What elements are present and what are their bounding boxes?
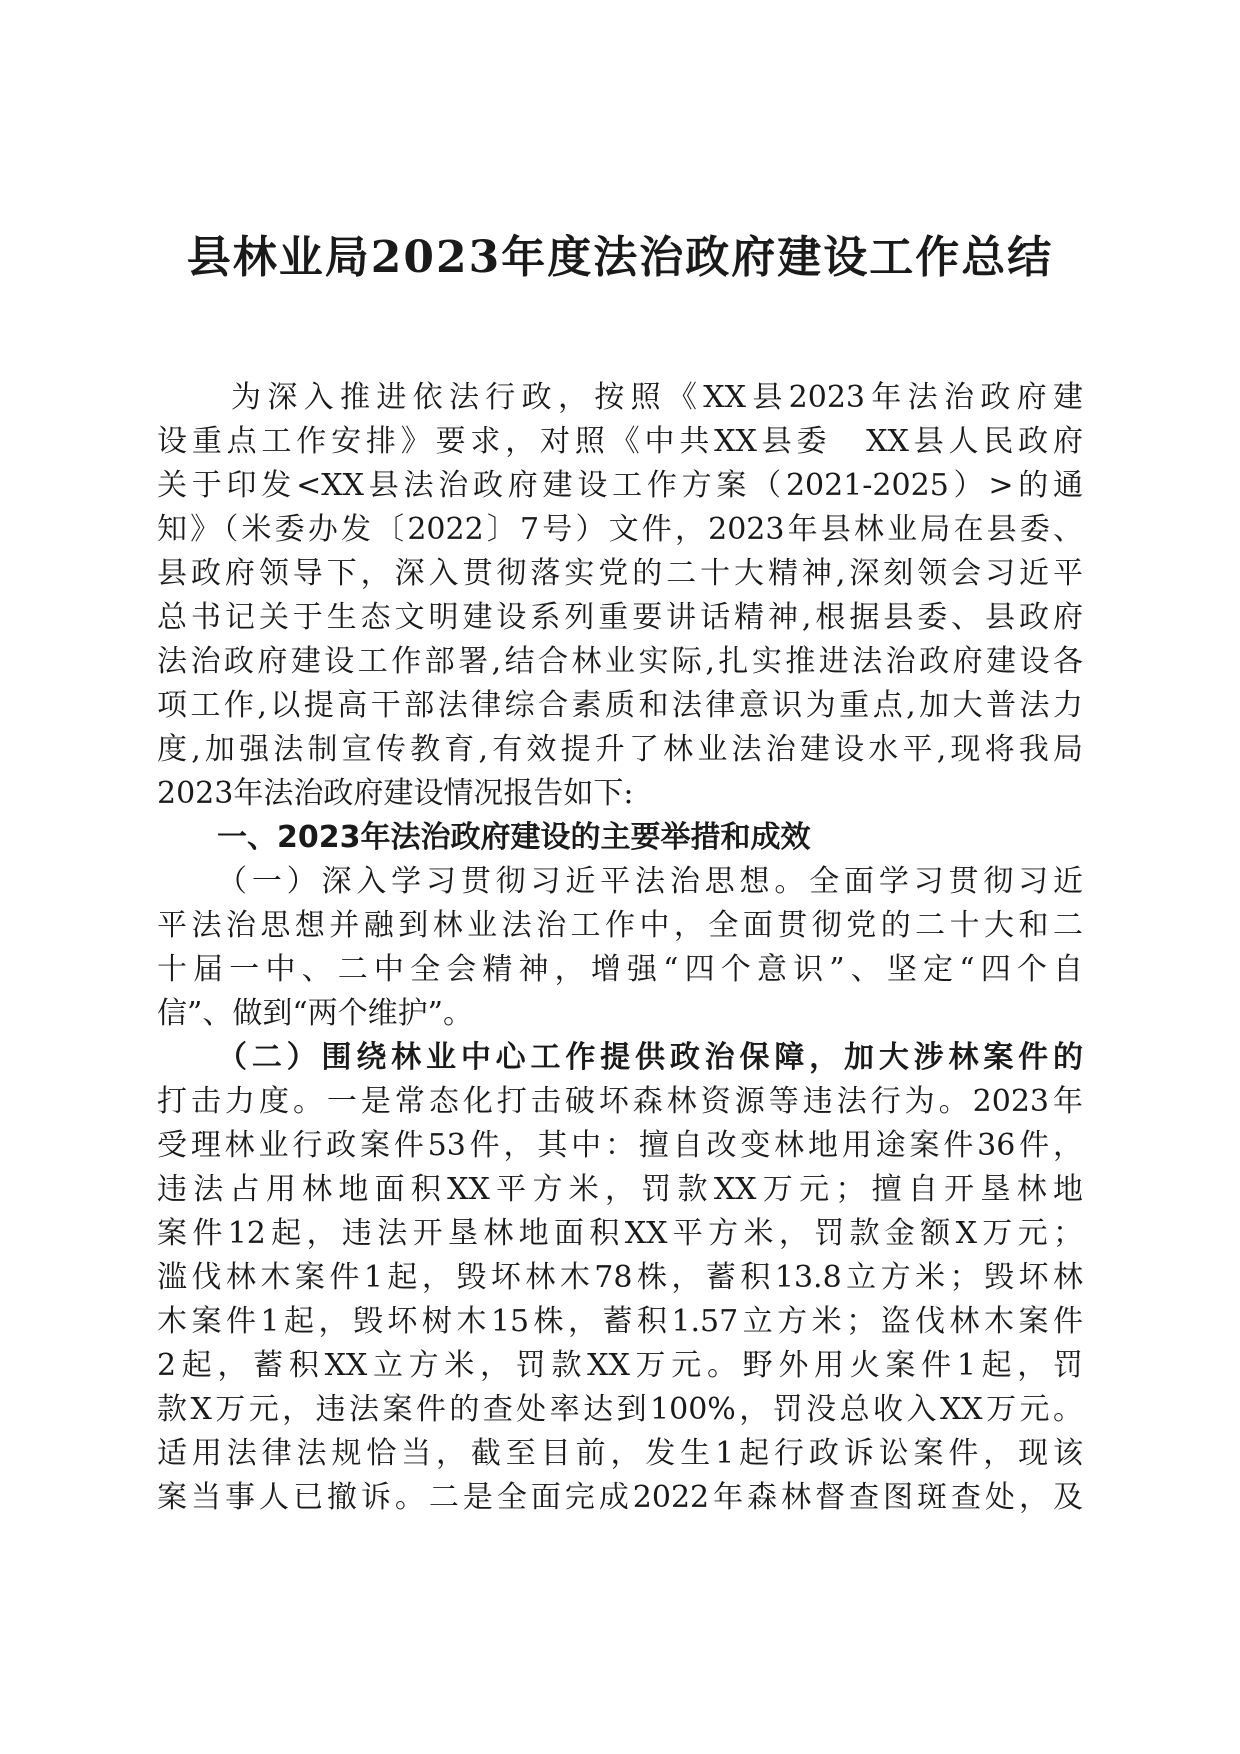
body-line: 设重点工作安排》要求，对照《中共XX县委 XX县人民政府 [157,424,1083,459]
body-line: 2023年法治政府建设情况报告如下: [157,776,634,811]
body-line: 违法占用林地面积XX平方米，罚款XX万元；擅自开垦林地 [157,1172,1083,1207]
body-line: 木案件1起，毁坏树木15株，蓄积1.57立方米；盗伐林木案件 [157,1304,1083,1339]
body-line: 适用法律法规恰当，截至目前，发生1起行政诉讼案件，现该 [157,1436,1083,1471]
body-line: 案件12起，违法开垦林地面积XX平方米，罚款金额X万元； [157,1216,1083,1251]
body-line: 打击力度。一是常态化打击破坏森林资源等违法行为。2023年 [157,1084,1083,1119]
body-line: 总书记关于生态文明建设系列重要讲话精神,根据县委、县政府 [157,600,1083,635]
subsection-heading: （二）围绕林业中心工作提供政治保障，加大涉林案件的 [217,1040,1083,1075]
body-line: 案当事人已撤诉。二是全面完成2022年森林督查图斑查处，及 [157,1480,1083,1515]
body-line: 受理林业行政案件53件，其中：擅自改变林地用途案件36件， [157,1128,1083,1163]
body-line: 关于印发<XX县法治政府建设工作方案（2021-2025）>的通 [157,468,1083,503]
section-heading: 一、2023年法治政府建设的主要举措和成效 [217,820,811,855]
body-line: 为深入推进依法行政，按照《XX县2023年法治政府建 [231,380,1083,415]
body-line: 知》（米委办发〔2022〕7号）文件，2023年县林业局在县委、 [157,512,1083,547]
body-line: 度,加强法制宣传教育,有效提升了林业法治建设水平,现将我局 [157,732,1083,767]
document-title: 县林业局2023年度法治政府建设工作总结 [186,232,1054,283]
body-line: 2起，蓄积XX立方米，罚款XX万元。野外用火案件1起，罚 [157,1348,1083,1383]
body-line: 县政府领导下，深入贯彻落实党的二十大精神,深刻领会习近平 [157,556,1083,591]
body-line: 滥伐林木案件1起，毁坏林木78株，蓄积13.8立方米；毁坏林 [157,1260,1083,1295]
body-line: 十届一中、二中全会精神，增强“四个意识”、坚定“四个自 [157,952,1083,987]
body-line: 项工作,以提高干部法律综合素质和法律意识为重点,加大普法力 [157,688,1083,723]
body-line: 平法治思想并融到林业法治工作中，全面贯彻党的二十大和二 [157,908,1083,943]
body-line: 款X万元，违法案件的查处率达到100%，罚没总收入XX万元。 [157,1392,1083,1427]
body-line: （一）深入学习贯彻习近平法治思想。全面学习贯彻习近 [217,864,1083,899]
body-line: 法治政府建设工作部署,结合林业实际,扎实推进法治政府建设各 [157,644,1083,679]
body-line: 信”、做到“两个维护”。 [157,996,474,1031]
